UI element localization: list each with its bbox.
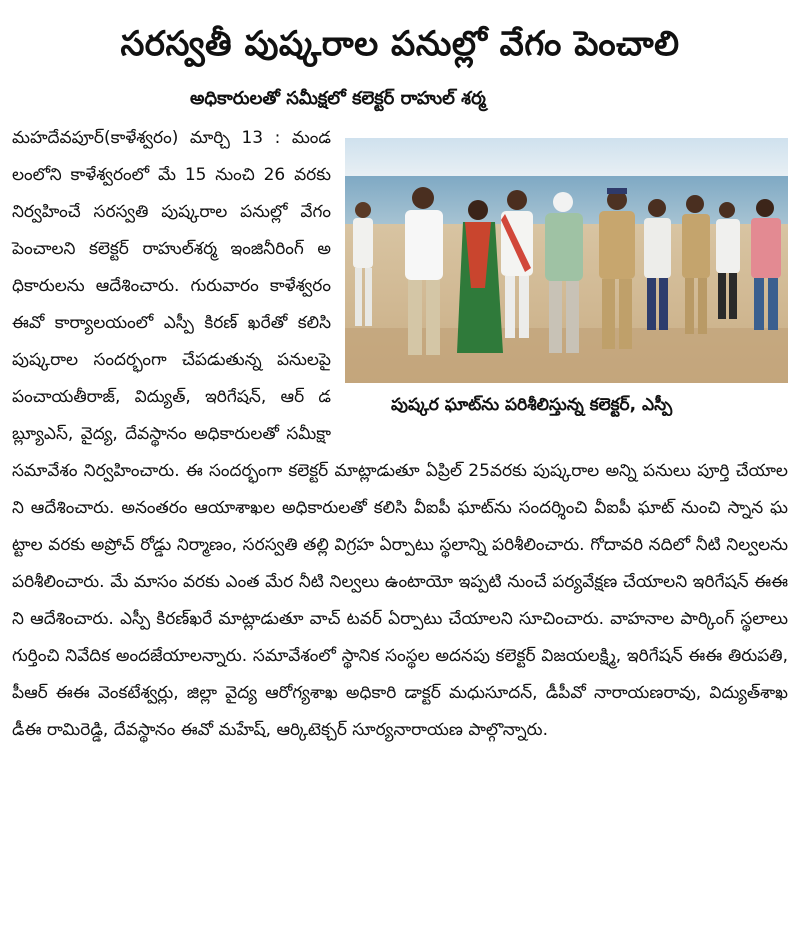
news-photo xyxy=(345,138,788,383)
dateline: మహదేవపూర్(కాళేశ్వరం) మార్చి 13 : xyxy=(12,128,281,148)
photo-caption: పుష్కర ఘాట్‌ను పరిశీలిస్తున్న కలెక్టర్, ఎస్పీ xyxy=(391,395,673,415)
article xyxy=(12,120,788,930)
river-ghat-photo xyxy=(345,138,788,383)
headline: సరస్వతీ పుష్కరాల పనుల్లో వేగం పెంచాలి xyxy=(120,24,680,64)
photo-container xyxy=(345,138,788,428)
article-text: మండలంలోని కాళేశ్వరంలో మే 15 నుంచి 26 వరకు నిర్వహించే సరస్వతి పుష్కరాల పనుల్లో వేగం పెంచాలని కలెక్టర్ రాహుల్‌శర్మ ఇంజినీరింగ్ అధికారులను ఆదేశించారు. గురువారం కాళేశ్వరం ఈవో కార్యాలయంలో ఎస్పీ కిరణ్ ఖరేతో కలిసి పుష్కరాల సందర్భంగా చేపడుతున్న పనులపై పంచాయతీరాజ్, విద్యుత్, ఇరిగేషన్, ఆర్ డబ్ల్యూఎస్, వైద్య, దేవస్థానం అధికారులతో సమీక్షా సమావేశం నిర్వహించారు. ఈ సందర్భంగా కలెక్టర్ మాట్లాడుతూ ఏప్రిల్ 25వరకు పుష్కరాల అన్ని పనులు పూర్తి చేయాలని ఆదేశించారు. అనంతరం ఆయాశాఖల అధికారులతో కలిసి వీఐపీ ఘాట్‌ను సందర్శించి వీఐపీ ఘాట్ నుంచి స్నాన ఘట్టాల వరకు అప్రోచ్ రోడ్డు నిర్మాణం, సరస్వతి తల్లి విగ్రహ ఏర్పాటు స్థలాన్ని పరిశీలించారు. గోదావరి నదిలో నీటి నిల్వలను పరిశీలించారు. మే మాసం వరకు ఎంత మేర నీటి నిల్వలు ఉంటాయో ఇప్పటి నుంచే పర్యవేక్షణ చేయాలని ఇరిగేషన్ ఈఈని ఆదేశించారు. ఎస్పీ కిరణ్‌ఖరే మాట్లాడుతూ వాచ్ టవర్ ఏర్పాటు చేయాలని సూచించారు. వాహనాల పార్కింగ్ స్థలాలు గుర్తించి నివేదిక అందజేయాలన్నారు. సమావేశంలో స్థానిక సంస్థల అదనపు కలెక్టర్ విజయలక్ష్మి, ఇరిగేషన్ ఈఈ తిరుపతి, పీఆర్ ఈఈ వెంకటేశ్వర్లు, జిల్లా వైద్య ఆరోగ్యశాఖ అధికారి డాక్టర్ మధుసూదన్, డీపీవో నారాయణరావు, విద్యుత్‌శాఖ డీఈ రామిరెడ్డి, దేవస్థానం ఈవో మహేష్, ఆర్కిటెక్చర్ సూర్యనారాయణ పాల్గొన్నారు. xyxy=(12,128,788,740)
subheadline: అధికారులతో సమీక్షలో కలెక్టర్ రాహుల్ శర్మ xyxy=(190,88,486,109)
